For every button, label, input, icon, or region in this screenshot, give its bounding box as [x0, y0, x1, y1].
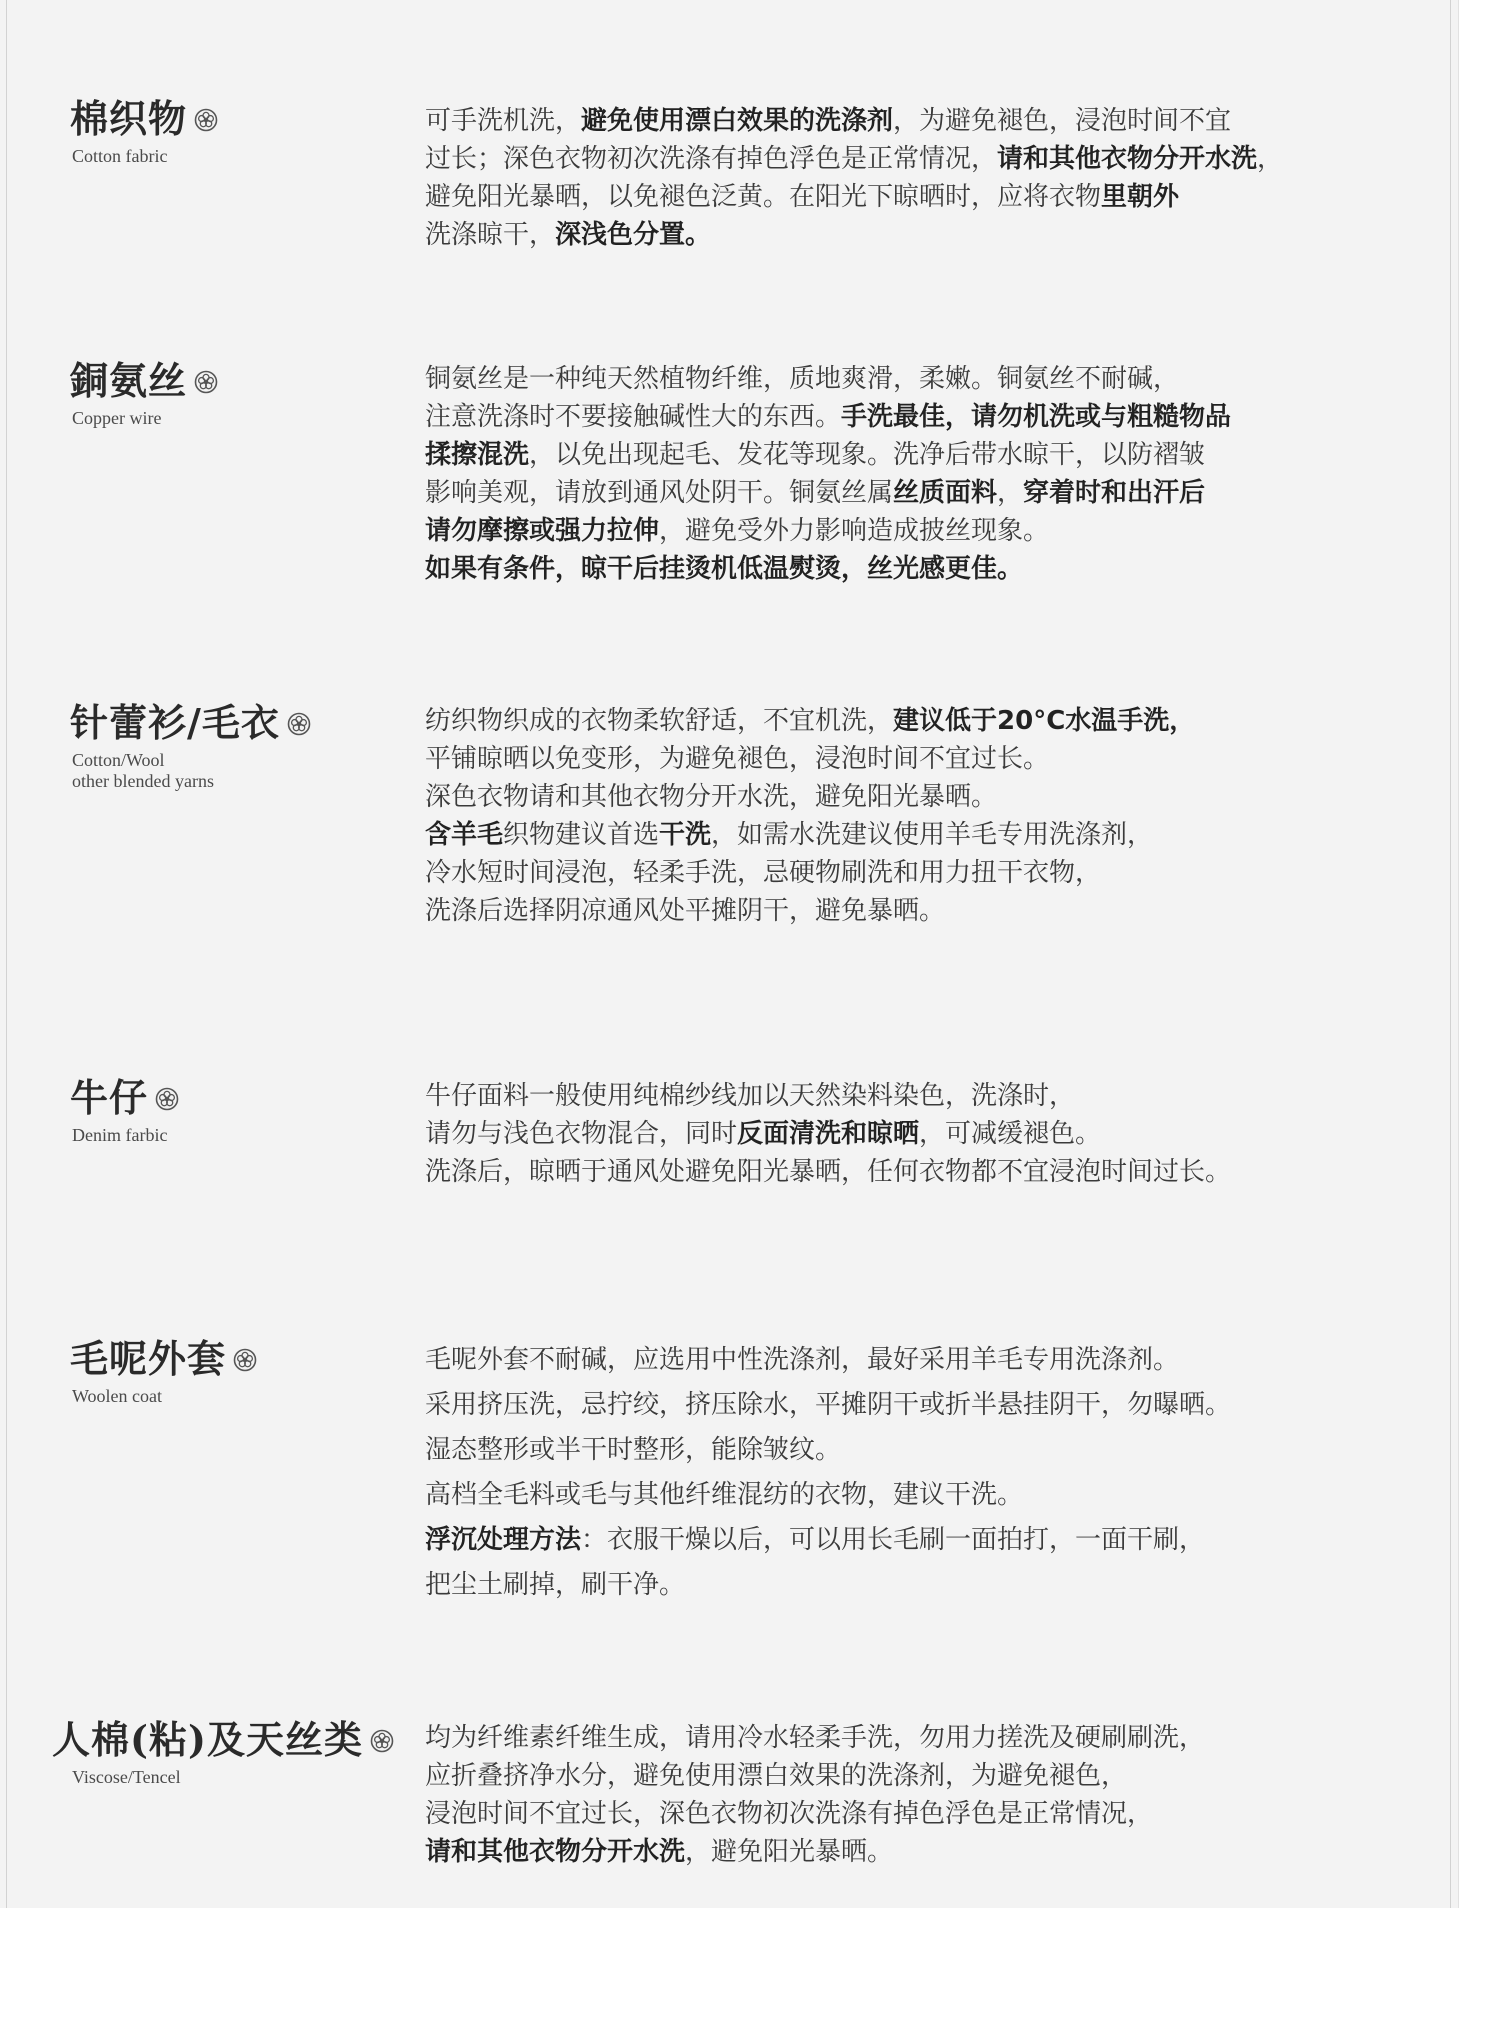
instruction-text: 可手洗机洗， [425, 106, 582, 136]
instruction-text: 湿态整形或半干时整形，能除皱纹。 [425, 1435, 842, 1465]
instruction-text: 洗涤晾干， [425, 220, 556, 250]
flower-icon [193, 107, 219, 133]
instruction-text: 洗涤后，晾晒于通风处避免阳光暴晒，任何衣物都不宜浸泡时间过长。 [425, 1157, 1232, 1187]
instruction-text: ：衣服干燥以后，可以用长毛刷一面拍打，一面干刷， [581, 1525, 1206, 1555]
instruction-text: 平铺晾晒以免变形，为避免褪色，浸泡时间不宜过长。 [425, 744, 1050, 774]
instruction-text: ，可减缓褪色。 [919, 1119, 1102, 1149]
instruction-text: 过长；深色衣物初次洗涤有掉色浮色是正常情况， [425, 144, 998, 174]
fabric-subtitle [72, 1125, 167, 1146]
instruction-text: 纺织物织成的衣物柔软舒适，不宜机洗， [425, 706, 894, 736]
emphasis-text: 请和其他衣物分开水洗 [997, 144, 1258, 174]
fabric-subtitle-line: Cotton/Wool [72, 750, 165, 770]
fabric-subtitle [72, 1386, 162, 1407]
fabric-subtitle-line: Cotton fabric [72, 146, 168, 166]
fabric-subtitle-line: Viscose/Tencel [72, 1767, 181, 1787]
fabric-title-text: 人棉(粘)及天丝类 [52, 1717, 363, 1762]
flower-icon [286, 711, 312, 737]
care-instruction-line [425, 1518, 1425, 1563]
care-instruction-line [425, 854, 1425, 892]
emphasis-text: 浮沉处理方法 [425, 1525, 582, 1555]
instruction-text: 浸泡时间不宜过长，深色衣物初次洗涤有掉色浮色是正常情况， [425, 1799, 1154, 1829]
instruction-text: ，避免阳光暴晒。 [685, 1837, 894, 1867]
care-instruction-line [425, 216, 1425, 254]
instruction-text: ，以免出现起毛、发花等现象。洗净后带水晾干，以防褶皱 [529, 440, 1206, 470]
fabric-subtitle-line: Denim farbic [72, 1125, 168, 1145]
care-instruction-line [425, 1833, 1425, 1871]
instruction-text: 深色衣物请和其他衣物分开水洗，避免阳光暴晒。 [425, 782, 998, 812]
instruction-text: 毛呢外套不耐碱，应选用中性洗涤剂，最好采用羊毛专用洗涤剂。 [425, 1345, 1180, 1375]
fabric-title-text: 棉织物 [70, 96, 188, 141]
fabric-subtitle-line: Copper wire [72, 408, 162, 428]
care-instruction-line [425, 398, 1425, 436]
care-instruction-line [425, 436, 1425, 474]
fabric-subtitle-line: Woolen coat [72, 1386, 163, 1406]
instruction-text: 牛仔面料一般使用纯棉纱线加以天然染料染色，洗涤时， [425, 1081, 1076, 1111]
care-instructions [425, 1338, 1425, 1608]
flower-icon [232, 1347, 258, 1373]
care-instruction-line [425, 1795, 1425, 1833]
instruction-text: 织物建议首选 [503, 820, 660, 850]
fabric-title-text: 銅氨丝 [70, 358, 188, 403]
care-instruction-line [425, 1338, 1425, 1383]
emphasis-text: 丝质面料 [893, 478, 998, 508]
instruction-text: ，如需水洗建议使用羊毛专用洗涤剂， [711, 820, 1154, 850]
care-instructions [425, 360, 1425, 588]
care-instruction-line [425, 1115, 1425, 1153]
instruction-text: 高档全毛料或毛与其他纤维混纺的衣物，建议干洗。 [425, 1480, 1024, 1510]
emphasis-text: 如果有条件，晾干后挂烫机低温熨烫，丝光感更佳。 [425, 554, 1024, 584]
fabric-subtitle [72, 146, 167, 167]
care-instruction-line [425, 474, 1425, 512]
instruction-text: ， [997, 478, 1024, 508]
care-instruction-line [425, 1757, 1425, 1795]
fabric-title-text: 牛仔 [70, 1075, 149, 1120]
flower-icon [193, 369, 219, 395]
fabric-title [70, 96, 219, 142]
care-instruction-line [425, 512, 1425, 550]
instruction-text: ，为避免褪色，浸泡时间不宜 [893, 106, 1232, 136]
care-instructions [425, 1077, 1425, 1191]
fabric-title [52, 1717, 395, 1763]
instruction-text: 铜氨丝是一种纯天然植物纤维，质地爽滑，柔嫩。铜氨丝不耐碱， [425, 364, 1180, 394]
frame-line-right [1450, 0, 1451, 1908]
emphasis-text: 请和其他衣物分开水洗 [425, 1837, 686, 1867]
care-instruction-line [425, 360, 1425, 398]
care-instruction-line [425, 702, 1425, 740]
emphasis-text: 避免使用漂白效果的洗涤剂 [581, 106, 894, 136]
instruction-text: 冷水短时间浸泡，轻柔手洗，忌硬物刷洗和用力扭干衣物， [425, 858, 1102, 888]
care-instructions [425, 1719, 1425, 1871]
emphasis-text: 反面清洗和晾晒 [737, 1119, 920, 1149]
care-instruction-line [425, 816, 1425, 854]
care-instruction-line [425, 1428, 1425, 1473]
instruction-text: 均为纤维素纤维生成，请用冷水轻柔手洗，勿用力搓洗及硬刷刷洗， [425, 1723, 1206, 1753]
instruction-text: ， [1257, 144, 1284, 174]
flower-icon [369, 1728, 395, 1754]
care-instructions [425, 102, 1425, 254]
care-instruction-line [425, 1563, 1425, 1608]
fabric-subtitle [72, 408, 161, 429]
fabric-title-text: 毛呢外套 [70, 1336, 227, 1381]
fabric-subtitle [72, 750, 214, 792]
care-instruction-line [425, 1719, 1425, 1757]
care-instruction-line [425, 550, 1425, 588]
fabric-title [70, 1075, 180, 1121]
instruction-text: 避免阳光暴晒，以免褪色泛黄。在阳光下晾晒时，应将衣物 [425, 182, 1102, 212]
fabric-subtitle [72, 1767, 181, 1788]
emphasis-text: 揉擦混洗 [425, 440, 530, 470]
care-instruction-line [425, 1153, 1425, 1191]
fabric-title-text: 针蕾衫/毛衣 [70, 700, 280, 745]
instruction-text: 应折叠挤净水分，避免使用漂白效果的洗涤剂，为避免褪色， [425, 1761, 1128, 1791]
care-instruction-line [425, 1473, 1425, 1518]
emphasis-text: 穿着时和出汗后 [1023, 478, 1206, 508]
instruction-text: 影响美观，请放到通风处阴干。铜氨丝属 [425, 478, 894, 508]
instruction-text: 请勿与浅色衣物混合，同时 [425, 1119, 738, 1149]
flower-icon [154, 1086, 180, 1112]
emphasis-text: 含羊毛 [425, 820, 504, 850]
emphasis-text: 里朝外 [1101, 182, 1180, 212]
emphasis-text: 手洗最佳，请勿机洗或与粗糙物品 [841, 402, 1232, 432]
care-instructions [425, 702, 1425, 930]
care-instruction-line [425, 892, 1425, 930]
fabric-title [70, 358, 219, 404]
frame-line-right-outer [1458, 0, 1459, 1908]
care-instruction-line [425, 178, 1425, 216]
instruction-text: 把尘土刷掉，刷干净。 [425, 1570, 686, 1600]
instruction-text: 注意洗涤时不要接触碱性大的东西。 [425, 402, 842, 432]
fabric-title [70, 700, 312, 746]
care-instruction-line [425, 1077, 1425, 1115]
instruction-text: ，避免受外力影响造成披丝现象。 [659, 516, 1050, 546]
instruction-text: 洗涤后选择阴凉通风处平摊阴干，避免暴晒。 [425, 896, 946, 926]
care-instruction-line [425, 1383, 1425, 1428]
care-instruction-line [425, 740, 1425, 778]
emphasis-text: 干洗 [659, 820, 712, 850]
care-instruction-line [425, 102, 1425, 140]
emphasis-text: 请勿摩擦或强力拉伸 [425, 516, 660, 546]
care-instruction-line [425, 140, 1425, 178]
frame-line-left [6, 0, 7, 1908]
fabric-subtitle-line: other blended yarns [72, 771, 214, 791]
instruction-text: 采用挤压洗，忌拧绞，挤压除水，平摊阴干或折半悬挂阴干，勿曝晒。 [425, 1390, 1232, 1420]
emphasis-text: 深浅色分置。 [555, 220, 712, 250]
care-instruction-line [425, 778, 1425, 816]
emphasis-text: 建议低于20°C水温手洗， [893, 706, 1196, 736]
fabric-title [70, 1336, 258, 1382]
